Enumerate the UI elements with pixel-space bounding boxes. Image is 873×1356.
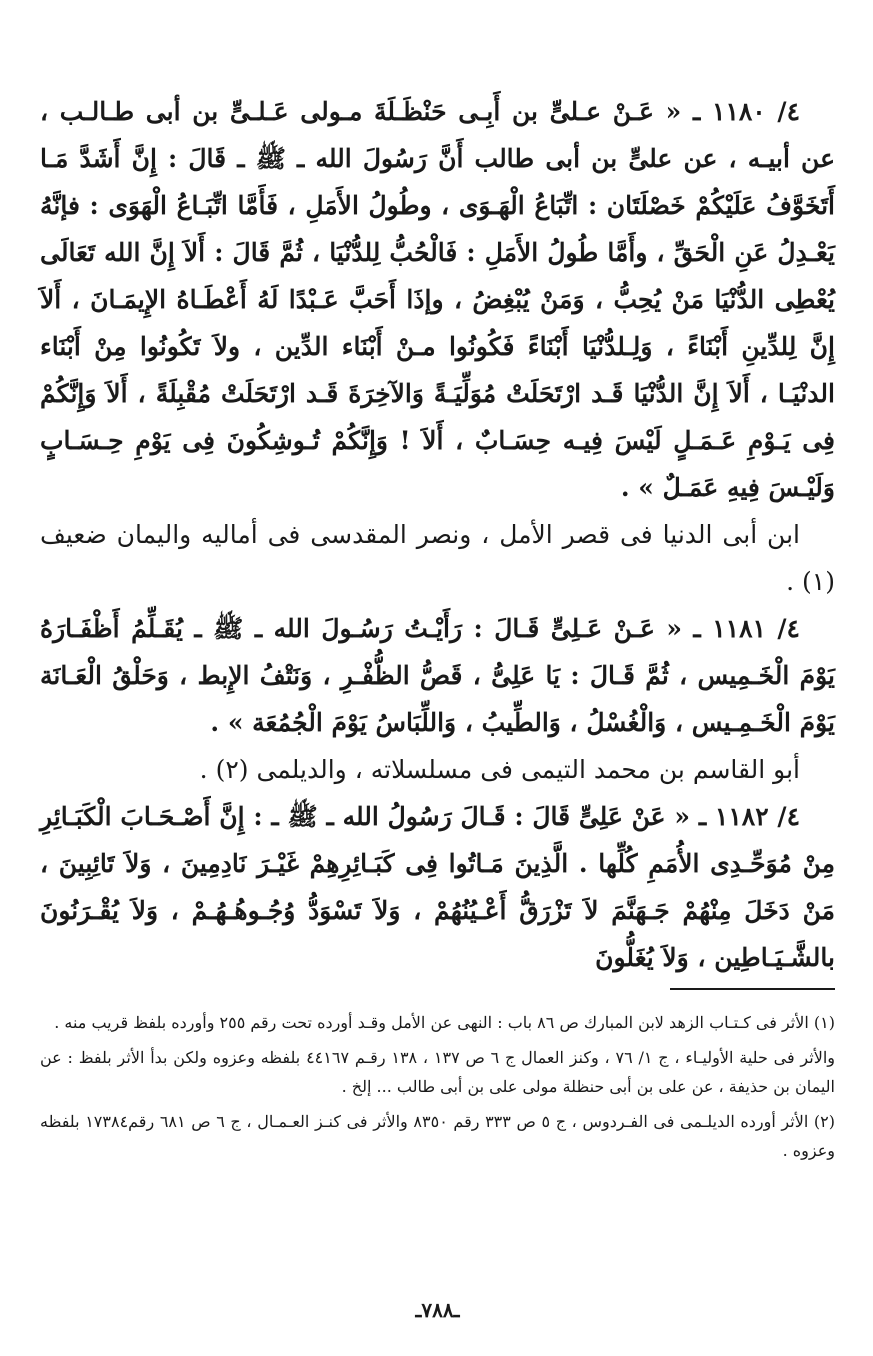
page-number: ـ٧٨٨ـ [415,1298,460,1322]
hadith-text: « عَـنْ عَـلِىٍّ قَـالَ : رَأَيْـتُ رَسُـولَ الله ـ ﷺ ـ يُقَـلِّمُ أَظْفَـارَهُ يَوْمَ الْخَـمِيس ، ثُمَّ قَـالَ : يَا عَلِىُّ ، قَصُّ الظُّفْـرِ ، وَنَتْفُ الإِبط ، وَحَلْقُ الْعَـانَة يَوْمَ الْخَـمِـيس ، وَالْغُسْلُ ، وَالطِّيبُ ، وَاللِّبَاسُ يَوْمَ الْجُمُعَة » . [40,614,835,737]
footnote-2: (٢) الأثر أورده الديلـمى فى الفـردوس ، ج ٥ ص ٣٣٣ رقم ٨٣٥٠ والأثر فى كنـز العـمـال ، ج ٦ ص ٦٨١ رقم١٧٣٨٤ بلفظه وعزوه . [40,1112,835,1160]
main-text [40,88,835,981]
hadith-number: ٤/ ١١٨٠ ـ [693,97,800,126]
hadith-1180 [40,88,835,511]
footnotes [40,1008,835,1171]
footnote-divider [670,988,835,990]
footnote-1-continued: والأثر فى حلية الأوليـاء ، ج ١/ ٧٦ ، وكنز العمال ج ٦ ص ١٣٧ ، ١٣٨ رقـم ٤٤١٦٧ بلفظه وعزوه ولكن بدأ الأثر بلفظ : عن اليمان بن حذيفة ، عن على بن أبى حنظلة مولى على بن أبى طالب ... إلخ . [40,1048,836,1096]
document-page [40,88,835,1328]
hadith-source-1180: ابن أبى الدنيا فى قصر الأمل ، ونصر المقدسى فى أماليه واليمان ضعيف (١) . [40,520,835,596]
hadith-text: « عَنْ عَلِىٍّ قَالَ : قَـالَ رَسُولُ الله ـ ﷺ ـ : إِنَّ أَصْـحَـابَ الْكَبَـائِرِ مِنْ مُوَحِّـدِى الأُمَمِ كُلِّها . الَّذِينَ مَـاتُوا فِى كَبَـائِرِهِمْ غَيْـرَ نَادِمِينَ ، وَلاَ تَائِبِينَ ، مَنْ دَخَلَ مِنْهُمْ جَـهَنَّمَ لاَ تَزْرَقُّ أَعْـيُنُهُمْ ، وَلاَ تَسْوَدُّ وُجُـوهُـهُـمْ ، وَلاَ يُقْـرَنُونَ بالشَّـيَـاطِين ، وَلاَ يُغَلُّونَ [40,802,835,972]
hadith-text: « عَـنْ عـلىٍّ بن أَبِـى حَنْظَـلَةَ مـولى عَـلـىٍّ بن أبى طـالـب ، عن أبيـه ، عن علىٍّ بن أبى طالب أَنَّ رَسُولَ الله ـ ﷺ ـ قَالَ : إِنَّ أَشَدَّ مَـا أَتَخَوَّفُ عَلَيْكُمْ خَصْلَتَان : اتِّبَاعُ الْهَـوَى ، وطُولُ الأَمَلِ ، فَأَمَّا اتِّبَـاعُ الْهَوَى : فإنَّهُ يَعْـدِلُ عَنِ الْحَقِّ ، وأَمَّا طُولُ الأَمَلِ : فَالْحُبُّ لِلدُّنْيَا ، ثُمَّ قَالَ : أَلاَ إِنَّ الله تَعَالَى يُعْطِى الدُّنْيَا مَنْ يُحِبُّ ، وَمَنْ يُبْغِضُ ، وإذَا أَحَبَّ عَـبْدًا لَهُ أَعْطَـاهُ الإِيمَـانَ ، أَلاَ إِنَّ لِلدِّينِ أَبْنَاءً ، وَلِـلدُّنْيَا أَبْنَاءً فَكُونُوا مـنْ أَبْنَاء الدِّين ، ولاَ تَكُونُوا مِنْ أَبْنَاء الدنْيَـا ، أَلاَ إِنَّ الدُّنْيَا قَـد ارْتَحَلَتْ مُوَلِّيَـةً وَالآخِرَةَ قَـد ارْتَحَلَتْ مُقْبِلَةً ، أَلاَ وَإِنَّكُمْ فِى يَـوْمِ عَـمَـلٍ لَيْسَ فِيـه حِسَـابٌ ، أَلاَ ! وَإِنَّكُمْ تُـوشِكُونَ فِى يَوْمِ حِـسَـابٍ وَلَيْـسَ فِيهِ عَمَـلٌ » . [40,97,835,502]
hadith-source-1181: أبو القاسم بن محمد التيمى فى مسلسلاته ، والديلمى (٢) . [199,755,800,784]
hadith-number: ٤/ ١١٨١ ـ [693,614,800,643]
hadith-1181 [40,605,835,746]
hadith-number: ٤/ ١١٨٢ ـ [698,802,800,831]
footnote-1: (١) الأثر فى كـتـاب الزهد لابن المبارك ص ٨٦ باب : النهى عن الأمل وقـد أورده تحت رقم ٢٥٥ وأورده بلفظ قريب منه . [54,1013,835,1032]
hadith-1182 [40,793,835,981]
